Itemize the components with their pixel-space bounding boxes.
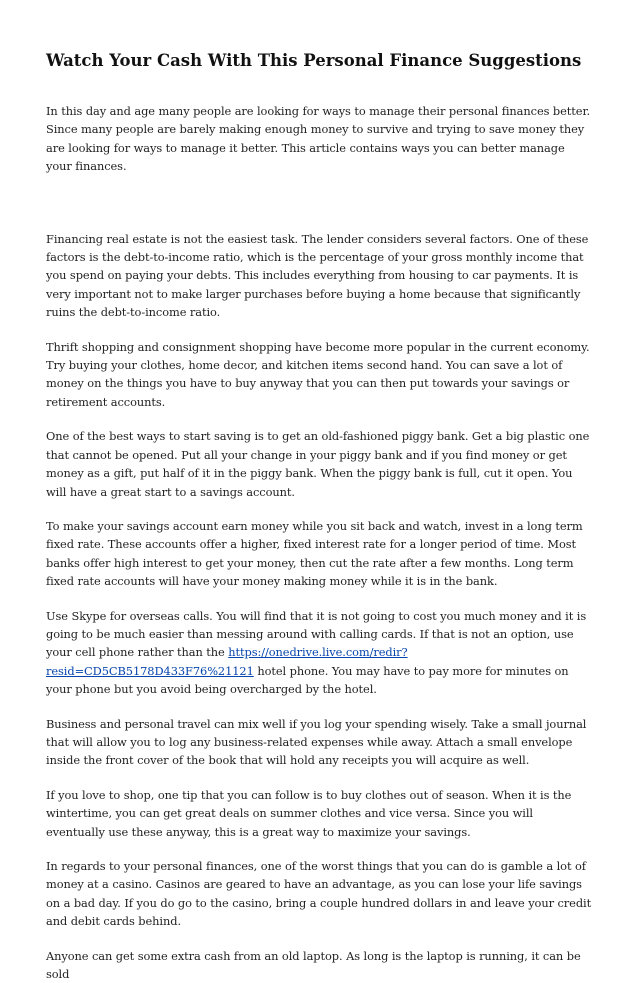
paragraph-thrift-shopping: Thrift shopping and consignment shopping have become more popular in the current economy. Try buying your clothes, home decor, and kitchen items second hand. You can save a lot of money on the things you have to buy anyway that you can then put towards your savings or retirement accounts. <box>46 339 590 409</box>
page-title: Watch Your Cash With This Personal Finance Suggestions <box>46 51 582 70</box>
paragraph-business-travel: Business and personal travel can mix well if you log your spending wisely. Take a small journal that will allow you to log any business-related expenses while away. Attach a small envelope inside the front cover of the book that will hold any receipts you will acquire as well. <box>46 716 587 768</box>
paragraph-piggy-bank: One of the best ways to start saving is to get an old-fashioned piggy bank. Get a big plastic one that cannot be opened. Put all your change in your piggy bank and if you find money or get money as a gift, put half of it in the piggy bank. When the piggy bank is full, cut it open. You will have a great start to a savings account. <box>46 429 590 499</box>
paragraph-skype <box>46 607 592 699</box>
paragraph-out-of-season: If you love to shop, one tip that you can follow is to buy clothes out of season. When it is the wintertime, you can get great deals on summer clothes and vice versa. Since you will eventually use these anyway, this is a great way to maximize your savings. <box>46 787 572 839</box>
paragraph-casino: In regards to your personal finances, one of the worst things that you can do is gamble a lot of money at a casino. Casinos are geared to have an advantage, as you can lose your life savings on a bad day. If you do go to the casino, bring a couple hundred dollars in and leave your credit and debit cards behind. <box>46 859 592 929</box>
skype-text-after: hotel phone. You may have to pay more for minutes on your phone but you avoid being overcharged by the hotel. <box>46 663 569 697</box>
paragraph-fixed-rate: To make your savings account earn money while you sit back and watch, invest in a long term fixed rate. These accounts offer a higher, fixed interest rate for a longer period of time. Most banks offer high interest to get your money, then cut the rate after a few months. Long term fixed rate accounts will have your money making money while it is in the bank. <box>46 518 583 589</box>
intro-paragraph: In this day and age many people are looking for ways to manage their personal finances better. Since many people are barely making enough money to survive and trying to save money they are looking for ways to manage it better. This article contains ways you can better manage your finances. <box>46 104 591 174</box>
onedrive-link[interactable]: https://onedrive.live.com/redir?resid=CD5CB5178D433F76%21121 <box>46 645 408 678</box>
paragraph-real-estate: Financing real estate is not the easiest task. The lender considers several factors. One of these factors is the debt-to-income ratio, which is the percentage of your gross monthly income that you spend on paying your debts. This includes everything from housing to car payments. It is very important not to make larger purchases before buying a home because that significantly ruins the debt-to-income ratio. <box>46 231 589 320</box>
skype-text-before: Use Skype for overseas calls. You will find that it is not going to cost you much money and it is going to be much easier than messing around with calling cards. If that is not an option, use your cell phone rather than the <box>46 608 587 660</box>
paragraph-old-laptop: Anyone can get some extra cash from an old laptop. As long is the laptop is running, it can be sold <box>46 948 581 982</box>
